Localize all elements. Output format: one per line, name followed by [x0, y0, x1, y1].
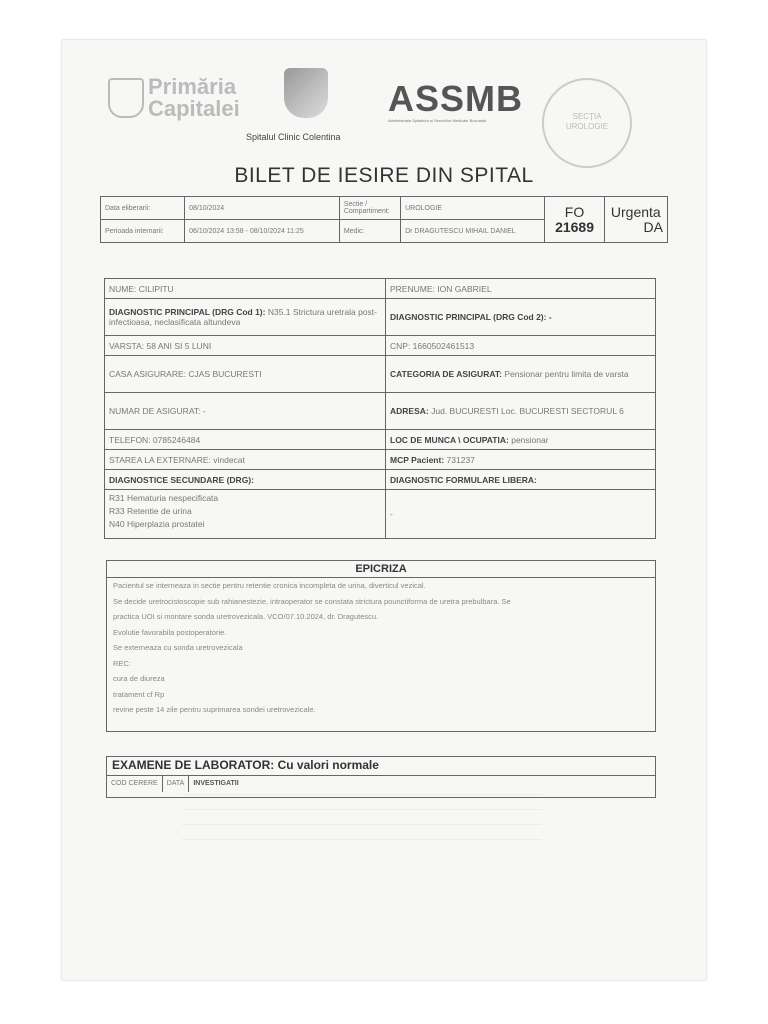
- mcp-patient: MCP Pacient: 731237: [386, 450, 656, 470]
- primaria-logo: [108, 76, 248, 126]
- urgency: Urgenta DA: [604, 197, 667, 243]
- main-diagnosis-2: DIAGNOSTIC PRINCIPAL (DRG Cod 2): -: [386, 299, 656, 336]
- document-title: BILET DE IESIRE DIN SPITAL: [234, 164, 534, 187]
- epicriza-line: revine peste 14 zile pentru suprimarea sondei uretrovezicale.: [113, 705, 316, 714]
- epicriza-line: Se externeaza cu sonda uretrovezicala: [113, 643, 243, 652]
- main-diagnosis-1: DIAGNOSTIC PRINCIPAL (DRG Cod 1): N35.1 Strictura uretrala post-infectioasa, neclasificata altundeva: [105, 299, 386, 336]
- fo-number: FO 21689: [545, 197, 604, 243]
- lab-col-investigations: INVESTIGATII: [193, 780, 239, 787]
- admission-period-value: 06/10/2024 13:58 - 08/10/2024 11:25: [185, 220, 340, 243]
- section-value: UROLOGIE: [401, 197, 545, 220]
- patient-info-table: [104, 278, 656, 539]
- primaria-text: Primăria Capitalei: [148, 74, 240, 121]
- patient-address: ADRESA: Jud. BUCURESTI Loc. BUCURESTI SECTORUL 6: [386, 393, 656, 430]
- free-diagnosis-value: -: [386, 490, 656, 539]
- show-through-lines: [182, 780, 542, 854]
- lab-col-date: DATA: [163, 776, 190, 792]
- doctor-value: Dr DRAGUTESCU MIHAIL DANIEL: [401, 220, 545, 243]
- epicriza-line: tratament cf Rp: [113, 689, 165, 699]
- discharge-document: [62, 40, 706, 980]
- admin-info-table: [100, 196, 668, 243]
- crest-icon: [108, 78, 144, 118]
- lab-title: EXAMENE DE LABORATOR: Cu valori normale: [107, 757, 655, 776]
- patient-age: VARSTA: 58 ANI SI 5 LUNI: [105, 336, 386, 356]
- patient-last-name: NUME: CILIPITU: [105, 279, 386, 299]
- epicriza-line: practica UOI si montare sonda uretrovezicala. VCO/07.10.2024, dr. Dragutescu.: [113, 612, 379, 621]
- section-label: Sectie / Compartiment:: [339, 197, 400, 220]
- epicriza-line: Se decide uretrocistoscopie sub rahianestezie, intraoperator se constata strictura pounctiforma de uretra prebulbara. Se: [113, 596, 511, 606]
- free-diagnosis-label: DIAGNOSTIC FORMULARE LIBERA:: [386, 470, 656, 490]
- patient-phone: TELEFON: 0785246484: [105, 430, 386, 450]
- insurance-house: CASA ASIGURARE: CJAS BUCURESTI: [105, 356, 386, 393]
- secondary-diagnoses-label: DIAGNOSTICE SECUNDARE (DRG):: [105, 470, 386, 490]
- discharge-status: STAREA LA EXTERNARE: vindecat: [105, 450, 386, 470]
- colentina-logo-icon: [284, 68, 328, 118]
- admission-period-label: Perioada internarii:: [101, 220, 185, 243]
- epicriza-line: REC:: [113, 658, 131, 668]
- patient-cnp: CNP: 1660502461513: [386, 336, 656, 356]
- issue-date-value: 08/10/2024: [185, 197, 340, 220]
- doctor-label: Medic:: [339, 220, 400, 243]
- assmb-logo: ASSMB: [388, 78, 524, 119]
- epicriza-line: cura de diureza: [113, 674, 165, 683]
- epicriza-section: [106, 560, 656, 732]
- secondary-diagnoses-list: R31 Hematuria nespecificata R33 Retentie de urina N40 Hiperplazia prostatei: [105, 490, 386, 539]
- hospital-name: Spitalul Clinic Colentina: [246, 132, 341, 142]
- insured-number: NUMAR DE ASIGURAT: -: [105, 393, 386, 430]
- epicriza-title: EPICRIZA: [107, 561, 655, 578]
- assmb-subtitle: Administrația Spitalelor și Serviciilor Medicale București: [388, 118, 487, 123]
- lab-col-request-code: COD CERERE: [107, 776, 163, 792]
- occupation: LOC DE MUNCA \ OCUPATIA: pensionar: [386, 430, 656, 450]
- issue-date-label: Data eliberarii:: [101, 197, 185, 220]
- patient-first-name: PRENUME: ION GABRIEL: [386, 279, 656, 299]
- insured-category: CATEGORIA DE ASIGURAT: Pensionar pentru limita de varsta: [386, 356, 656, 393]
- department-stamp: SECȚIA UROLOGIE: [542, 78, 632, 168]
- epicriza-line: Pacientul se interneaza in sectie pentru retentie cronica incompleta de urina, diverticul vezical.: [113, 581, 426, 590]
- epicriza-line: Evolutie favorabila postoperatorie.: [113, 627, 227, 637]
